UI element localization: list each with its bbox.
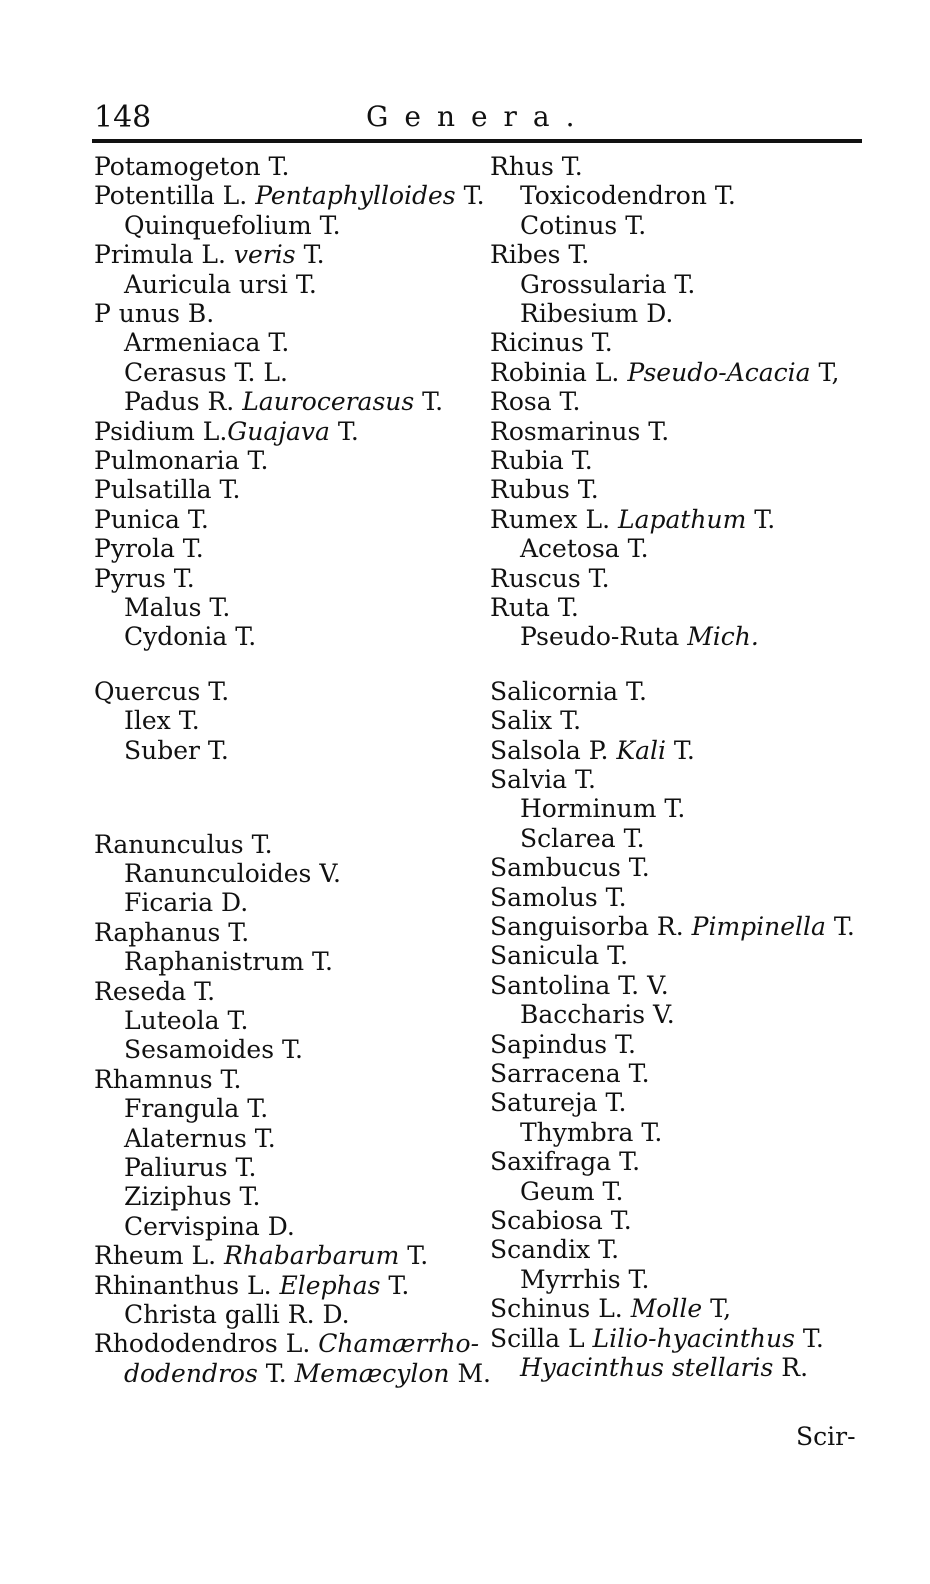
entry-text: Alaternus T. bbox=[124, 1123, 276, 1153]
entry-text: Saxifraga T. bbox=[490, 1147, 641, 1177]
genus-entry bbox=[490, 622, 759, 652]
italic-name: Guajava bbox=[227, 416, 330, 446]
genus-entry bbox=[490, 564, 610, 594]
genus-entry bbox=[490, 1177, 623, 1207]
genus-entry bbox=[490, 1088, 626, 1118]
genus-entry bbox=[94, 1124, 276, 1154]
entry-text: Sanguisorba R. bbox=[490, 911, 692, 941]
italic-name: dodendros bbox=[124, 1358, 258, 1388]
genus-entry bbox=[94, 152, 289, 182]
entry-text: Salicornia T. bbox=[490, 676, 647, 706]
entry-text: Christa galli R. D. bbox=[124, 1300, 350, 1330]
entry-text: T. bbox=[825, 911, 855, 941]
entry-text: Sambucus T. bbox=[490, 853, 650, 883]
genus-entry bbox=[490, 358, 839, 388]
entry-text: Salsola P. bbox=[490, 735, 617, 765]
entry-text: Luteola T. bbox=[124, 1006, 249, 1036]
entry-text: Schinus L. bbox=[490, 1294, 631, 1324]
entry-text: Ziziphus T. bbox=[124, 1182, 261, 1212]
genus-entry bbox=[490, 765, 596, 795]
genus-entry bbox=[94, 1006, 248, 1036]
entry-text: Scilla L bbox=[490, 1323, 593, 1353]
genus-entry bbox=[490, 677, 647, 707]
genus-entry bbox=[490, 824, 645, 854]
genus-entry bbox=[490, 387, 581, 417]
entry-text: Rubus T. bbox=[490, 475, 599, 505]
entry-text: Sesamoides T. bbox=[124, 1035, 303, 1065]
entry-text: Primula L. bbox=[94, 240, 234, 270]
entry-text: T. bbox=[794, 1323, 824, 1353]
entry-text: Thymbra T. bbox=[520, 1117, 663, 1147]
genus-entry bbox=[490, 912, 855, 942]
genus-entry bbox=[490, 1265, 649, 1295]
entry-text: T. bbox=[414, 387, 444, 417]
genus-entry bbox=[490, 1206, 632, 1236]
entry-text: T. bbox=[380, 1270, 410, 1300]
genus-entry bbox=[94, 859, 341, 889]
entry-text: Cervispina D. bbox=[124, 1211, 295, 1241]
genus-entry bbox=[490, 270, 695, 300]
genus-entry bbox=[490, 152, 583, 182]
italic-name: Lapathum bbox=[617, 504, 747, 534]
genus-entry bbox=[490, 1030, 636, 1060]
entry-text: Armeniaca T. bbox=[124, 328, 290, 358]
entry-text: Grossularia T. bbox=[520, 269, 696, 299]
entry-text: Salix T. bbox=[490, 706, 582, 736]
italic-name: Hyacinthus stellaris bbox=[520, 1352, 774, 1382]
genus-entry bbox=[94, 1065, 241, 1095]
catchword: Scir- bbox=[796, 1422, 856, 1451]
entry-text: Quinquefolium T. bbox=[124, 210, 341, 240]
entry-text: Pyrus T. bbox=[94, 563, 195, 593]
entry-text: Rhamnus T. bbox=[94, 1064, 242, 1094]
genus-entry bbox=[94, 1182, 260, 1212]
genus-entry bbox=[490, 1147, 640, 1177]
genus-entry bbox=[94, 240, 325, 270]
entry-text: Punica T. bbox=[94, 504, 209, 534]
genus-entry bbox=[94, 358, 288, 388]
genus-entry bbox=[490, 853, 650, 883]
entry-text: Raphanistrum T. bbox=[124, 947, 333, 977]
italic-name: Elephas bbox=[279, 1270, 381, 1300]
genus-entry bbox=[490, 883, 627, 913]
genus-entry bbox=[94, 181, 485, 211]
genus-entry bbox=[94, 270, 317, 300]
genus-entry bbox=[490, 736, 695, 766]
entry-text: Cydonia T. bbox=[124, 622, 257, 652]
genus-entry bbox=[490, 534, 649, 564]
genus-entry bbox=[490, 1324, 824, 1354]
entry-text: Cotinus T. bbox=[520, 210, 647, 240]
genus-entry bbox=[94, 534, 204, 564]
entry-text: T. bbox=[329, 416, 359, 446]
entry-text: Samolus T. bbox=[490, 882, 627, 912]
entry-text: T. bbox=[455, 181, 485, 211]
entry-text: Ruscus T. bbox=[490, 563, 610, 593]
genus-entry bbox=[94, 1329, 479, 1359]
entry-text: Horminum T. bbox=[520, 794, 686, 824]
running-head: Genera. bbox=[366, 100, 591, 133]
entry-text: R. bbox=[773, 1352, 809, 1382]
entry-text: Toxicodendron T. bbox=[520, 181, 736, 211]
italic-name: Pseudo-Acacia bbox=[627, 357, 811, 387]
genus-entry bbox=[94, 977, 215, 1007]
genus-entry bbox=[94, 1035, 303, 1065]
italic-name: Pentaphylloides bbox=[255, 181, 456, 211]
entry-text: Auricula ursi T. bbox=[124, 269, 317, 299]
entry-text: Scabiosa T. bbox=[490, 1205, 632, 1235]
genus-entry bbox=[490, 1235, 619, 1265]
entry-text: Suber T. bbox=[124, 735, 229, 765]
page-header bbox=[94, 100, 864, 140]
entry-text: Sclarea T. bbox=[520, 823, 645, 853]
entry-text: Acetosa T. bbox=[520, 534, 649, 564]
genus-entry bbox=[94, 387, 443, 417]
entry-text: Quercus T. bbox=[94, 676, 230, 706]
entry-text: M. bbox=[449, 1358, 492, 1388]
genus-entry bbox=[94, 505, 209, 535]
genus-entry bbox=[94, 1241, 428, 1271]
genus-entry bbox=[94, 888, 248, 918]
genus-entry bbox=[94, 1153, 256, 1183]
entry-text: Raphanus T. bbox=[94, 917, 250, 947]
entry-text: Frangula T. bbox=[124, 1094, 269, 1124]
genus-entry bbox=[490, 706, 581, 736]
genus-entry bbox=[94, 677, 229, 707]
entry-text: Sapindus T. bbox=[490, 1029, 636, 1059]
entry-text: Rhododendros L. bbox=[94, 1329, 319, 1359]
genus-entry bbox=[490, 299, 673, 329]
genus-entry bbox=[490, 593, 579, 623]
entry-text: Potentilla L. bbox=[94, 181, 256, 211]
entry-text: Rosa T. bbox=[490, 387, 581, 417]
italic-name: veris bbox=[233, 240, 296, 270]
entry-text: Rumex L. bbox=[490, 504, 618, 534]
genus-entry bbox=[94, 593, 230, 623]
entry-text: Sanicula T. bbox=[490, 941, 629, 971]
genus-entry bbox=[94, 1300, 350, 1330]
entry-text: Rhinanthus L. bbox=[94, 1270, 280, 1300]
genus-entry bbox=[490, 1059, 650, 1089]
genus-entry bbox=[490, 1294, 731, 1324]
entry-text: Potamogeton T. bbox=[94, 152, 290, 181]
italic-name: Lilio-hyacinthus bbox=[592, 1323, 795, 1353]
entry-text: Ranunculus T. bbox=[94, 829, 273, 859]
genus-entry bbox=[94, 211, 341, 241]
genus-entry bbox=[490, 971, 669, 1001]
entry-text: Ricinus T. bbox=[490, 328, 613, 358]
entry-text: Malus T. bbox=[124, 593, 231, 622]
entry-text: Ranunculoides V. bbox=[124, 859, 341, 889]
entry-text: Reseda T. bbox=[94, 976, 216, 1006]
entry-text: Myrrhis T. bbox=[520, 1264, 650, 1294]
entry-text: P unus B. bbox=[94, 299, 215, 328]
entry-text: Salvia T. bbox=[490, 764, 596, 794]
entry-text: Rheum L. bbox=[94, 1241, 224, 1271]
italic-name: Mich. bbox=[687, 622, 759, 652]
header-rule bbox=[92, 139, 862, 143]
entry-text: Ilex T. bbox=[124, 706, 200, 736]
entry-text: Ribesium D. bbox=[520, 299, 674, 328]
genus-entry bbox=[94, 299, 214, 329]
italic-name: Kali bbox=[616, 735, 666, 765]
entry-text: T, bbox=[810, 357, 840, 387]
entry-text: Pulsatilla T. bbox=[94, 475, 241, 505]
genus-entry bbox=[490, 1353, 808, 1383]
genus-entry bbox=[94, 1094, 268, 1124]
genus-entry bbox=[94, 736, 229, 766]
genus-entry bbox=[490, 941, 628, 971]
genus-entry bbox=[94, 328, 289, 358]
entry-text: Ficaria D. bbox=[124, 888, 249, 918]
genus-entry bbox=[94, 1271, 409, 1301]
entry-text: Padus R. bbox=[124, 387, 243, 417]
genus-entry bbox=[94, 564, 195, 594]
italic-name: Memæcylon bbox=[294, 1358, 450, 1388]
entry-text: Cerasus T. L. bbox=[124, 357, 288, 387]
genus-entry bbox=[94, 947, 333, 977]
genus-entry bbox=[94, 706, 200, 736]
genus-entry bbox=[94, 830, 273, 860]
entry-text: Sarracena T. bbox=[490, 1058, 650, 1088]
genus-entry bbox=[490, 505, 775, 535]
genus-entry bbox=[94, 918, 249, 948]
genus-entry bbox=[490, 181, 736, 211]
genus-entry bbox=[94, 1212, 295, 1242]
entry-text: Satureja T. bbox=[490, 1088, 627, 1118]
genus-entry bbox=[490, 417, 669, 447]
entry-text: Rubia T. bbox=[490, 446, 593, 475]
genus-entry bbox=[490, 446, 593, 476]
entry-text: Pulmonaria T. bbox=[94, 446, 269, 475]
genus-entry bbox=[490, 211, 646, 241]
entry-text: Robinia L. bbox=[490, 357, 628, 387]
genus-entry bbox=[94, 1359, 491, 1389]
italic-name: Rhabarbarum bbox=[223, 1241, 400, 1271]
genus-entry bbox=[490, 1000, 675, 1030]
genus-entry bbox=[94, 475, 240, 505]
entry-text: Pyrola T. bbox=[94, 534, 204, 564]
genus-entry bbox=[94, 622, 256, 652]
italic-name: Laurocerasus bbox=[242, 387, 415, 417]
genus-entry bbox=[490, 794, 685, 824]
genus-entry bbox=[490, 475, 599, 505]
entry-text: Ruta T. bbox=[490, 593, 579, 622]
genus-entry bbox=[490, 328, 613, 358]
entry-text: Pseudo-Ruta bbox=[520, 622, 688, 652]
entry-text: T, bbox=[702, 1294, 732, 1324]
genus-entry bbox=[490, 1118, 662, 1148]
entry-text: Rhus T. bbox=[490, 152, 583, 181]
entry-text: Baccharis V. bbox=[520, 1000, 675, 1030]
entry-text: T. bbox=[746, 504, 776, 534]
page-number: 148 bbox=[94, 100, 152, 135]
italic-name: Pimpinella bbox=[691, 911, 826, 941]
entry-text: Geum T. bbox=[520, 1176, 624, 1206]
genus-entry bbox=[490, 240, 589, 270]
entry-text: Scandix T. bbox=[490, 1235, 620, 1265]
entry-text: Paliurus T. bbox=[124, 1153, 257, 1183]
entry-text: Psidium L. bbox=[94, 416, 228, 446]
italic-name: Chamærrho- bbox=[318, 1329, 480, 1359]
entry-text: T. bbox=[665, 735, 695, 765]
genus-entry bbox=[94, 417, 359, 447]
entry-text: T. bbox=[295, 240, 325, 270]
entry-text: T. bbox=[399, 1241, 429, 1271]
entry-text: Rosmarinus T. bbox=[490, 416, 670, 446]
genus-entry bbox=[94, 446, 268, 476]
entry-text: T. bbox=[257, 1358, 295, 1388]
italic-name: Molle bbox=[630, 1294, 703, 1324]
entry-text: Santolina T. V. bbox=[490, 970, 669, 1000]
entry-text: Ribes T. bbox=[490, 240, 590, 270]
